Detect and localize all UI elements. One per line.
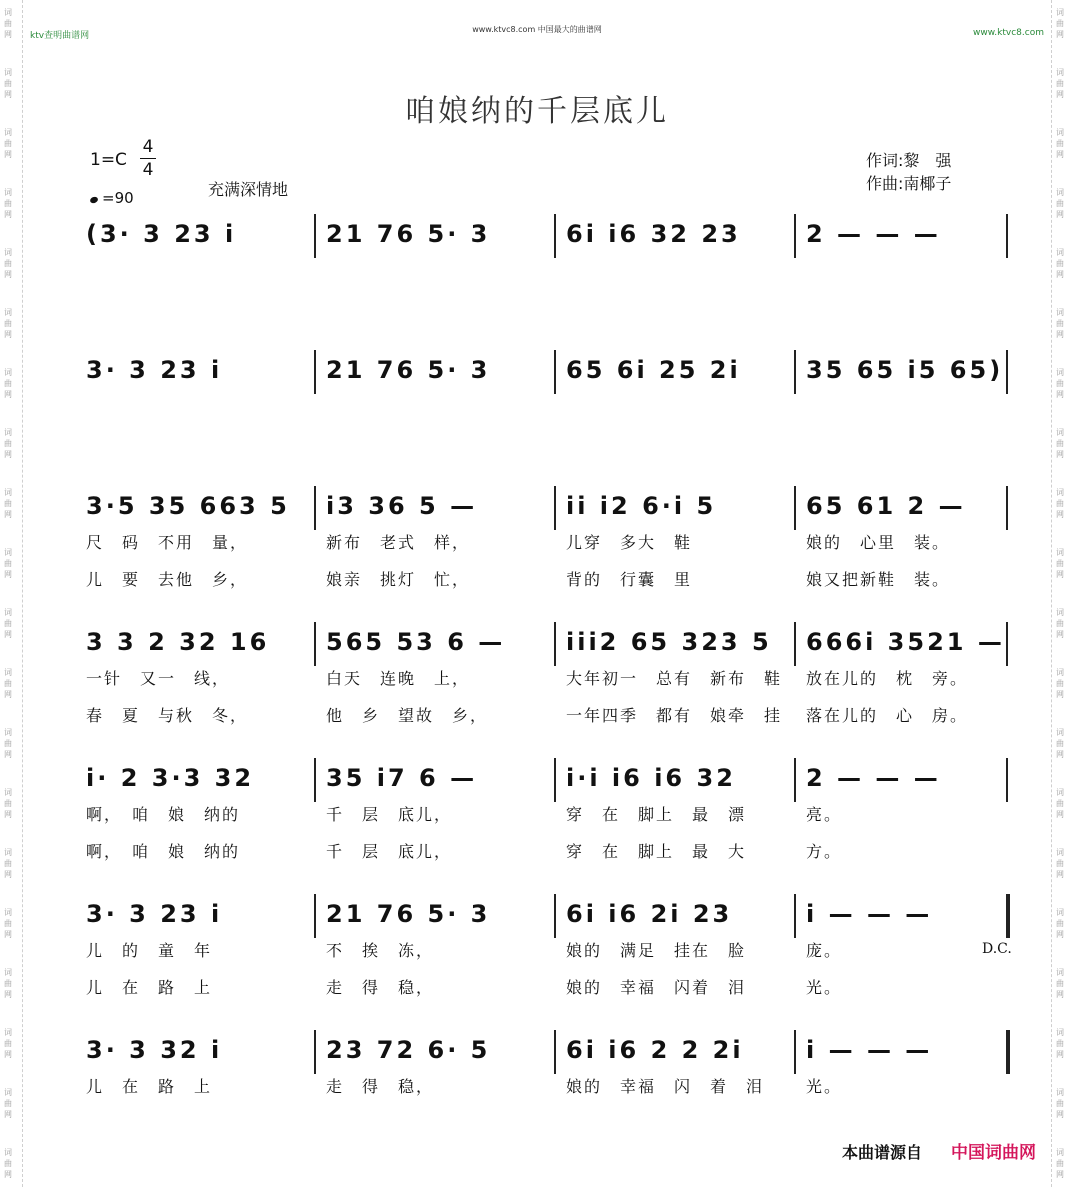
margin-watermark-char: 网 (1056, 510, 1064, 519)
margin-watermark-char: 曲 (4, 199, 12, 208)
barline (314, 1030, 316, 1074)
margin-watermark-char: 网 (1056, 690, 1064, 699)
barline (554, 758, 556, 802)
measure-notes: i — — — (806, 1036, 933, 1064)
margin-watermark-char: 曲 (4, 919, 12, 928)
margin-watermark-char: 曲 (4, 1159, 12, 1168)
margin-watermark-char: 词 (1056, 1148, 1064, 1157)
margin-watermark-char: 网 (4, 150, 12, 159)
composer-credit: 作曲:南椰子 (866, 174, 952, 193)
margin-watermark-char: 词 (1056, 488, 1064, 497)
margin-watermark-char: 网 (1056, 990, 1064, 999)
margin-watermark-char: 网 (1056, 1170, 1064, 1179)
margin-watermark-char: 词 (4, 128, 12, 137)
margin-watermark-char: 网 (4, 570, 12, 579)
margin-watermark-char: 词 (1056, 728, 1064, 737)
margin-watermark-char: 词 (4, 548, 12, 557)
margin-watermark-char: 词 (4, 8, 12, 17)
barline (1006, 894, 1010, 938)
barline (554, 1030, 556, 1074)
header-left-link[interactable]: ktv查明曲谱网 (30, 31, 90, 41)
margin-watermark-char: 网 (4, 90, 12, 99)
measure-notes: 3·5 35 663 5 (86, 492, 290, 520)
barline (314, 214, 316, 258)
margin-watermark-char: 曲 (4, 439, 12, 448)
measure-notes: iii2 65 323 5 (566, 628, 772, 656)
margin-watermark-char: 词 (1056, 788, 1064, 797)
measure-notes: 21 76 5· 3 (326, 220, 491, 248)
margin-watermark-char: 词 (1056, 548, 1064, 557)
measure-notes: (3· 3 23 i (86, 220, 237, 248)
margin-watermark-char: 曲 (1056, 379, 1064, 388)
margin-watermark-char: 网 (4, 510, 12, 519)
measure-notes: 23 72 6· 5 (326, 1036, 491, 1064)
lyric-line: 娘的 幸福 闪着 泪 (566, 978, 747, 997)
lyric-line: 白天 连晚 上， (326, 669, 471, 688)
header-center-text: www.ktvc8.com 中国最大的曲谱网 (472, 25, 602, 34)
expression-marking: 充满深情地 (208, 180, 289, 199)
measure-notes: 65 6i 25 2i (566, 356, 741, 384)
barline (314, 894, 316, 938)
measure-notes: 6i i6 2 2 2i (566, 1036, 744, 1064)
margin-watermark-char: 曲 (1056, 499, 1064, 508)
margin-watermark-char: 网 (1056, 870, 1064, 879)
lyric-line: 儿穿 多大 鞋 (566, 533, 693, 552)
margin-watermark-char: 曲 (4, 979, 12, 988)
margin-watermark-char: 曲 (4, 859, 12, 868)
measure-notes: 21 76 5· 3 (326, 356, 491, 384)
margin-watermark-char: 网 (1056, 30, 1064, 39)
barline (314, 758, 316, 802)
measure-notes: 3· 3 32 i (86, 1036, 223, 1064)
measure-notes: i — — — (806, 900, 933, 928)
lyric-line: 穿 在 脚上 最 大 (566, 842, 747, 861)
time-signature (138, 136, 158, 181)
margin-watermark-char: 网 (4, 30, 12, 39)
margin-watermark-char: 曲 (1056, 979, 1064, 988)
lyric-line: 春 夏 与秋 冬， (86, 706, 249, 725)
measure-notes: 65 61 2 — (806, 492, 966, 520)
measure-notes: i·i i6 i6 32 (566, 764, 736, 792)
header-right-link[interactable]: www.ktvc8.com (973, 28, 1044, 38)
margin-watermark-char: 网 (1056, 570, 1064, 579)
margin-watermark-char: 网 (1056, 270, 1064, 279)
margin-watermark-char: 词 (4, 368, 12, 377)
margin-watermark-char: 曲 (1056, 319, 1064, 328)
margin-watermark-char: 词 (4, 608, 12, 617)
margin-watermark-char: 曲 (1056, 439, 1064, 448)
margin-watermark-char: 词 (4, 788, 12, 797)
lyric-line: 光。 (806, 978, 843, 997)
margin-watermark-char: 曲 (1056, 1039, 1064, 1048)
barline (794, 350, 796, 394)
measure-notes: 21 76 5· 3 (326, 900, 491, 928)
margin-watermark-char: 曲 (1056, 679, 1064, 688)
lyricist-credit: 作词:黎 强 (866, 151, 952, 170)
margin-watermark-char: 曲 (4, 79, 12, 88)
measure-notes: i· 2 3·3 32 (86, 764, 255, 792)
margin-watermark-char: 曲 (1056, 739, 1064, 748)
margin-watermark-char: 词 (1056, 68, 1064, 77)
margin-watermark-char: 词 (4, 188, 12, 197)
margin-watermark-char: 词 (4, 1148, 12, 1157)
lyric-line: 方。 (806, 842, 843, 861)
barline (794, 758, 796, 802)
margin-watermark-char: 网 (4, 930, 12, 939)
barline (554, 214, 556, 258)
margin-watermark-char: 网 (1056, 90, 1064, 99)
barline (314, 486, 316, 530)
lyric-line: 儿 在 路 上 (86, 978, 213, 997)
margin-watermark-char: 词 (4, 428, 12, 437)
margin-watermark-char: 曲 (1056, 199, 1064, 208)
margin-watermark-char: 网 (4, 990, 12, 999)
dc-mark: D.C. (982, 941, 1012, 957)
barline (1006, 350, 1008, 394)
lyric-line: 他 乡 望故 乡， (326, 706, 489, 725)
margin-watermark-char: 网 (4, 1170, 12, 1179)
barline (1006, 1030, 1010, 1074)
margin-watermark-char: 网 (4, 1110, 12, 1119)
measure-notes: 35 65 i5 65) (806, 356, 1004, 384)
measure-notes: i3 36 5 — (326, 492, 478, 520)
margin-watermark-char: 网 (4, 630, 12, 639)
barline (794, 622, 796, 666)
margin-watermark-char: 词 (4, 908, 12, 917)
measure-notes: 2 — — — (806, 220, 941, 248)
margin-watermark-char: 词 (1056, 908, 1064, 917)
measure-notes: 35 i7 6 — (326, 764, 478, 792)
lyric-line: 儿 在 路 上 (86, 1077, 213, 1096)
lyric-line: 儿 的 童 年 (86, 941, 213, 960)
margin-watermark-char: 曲 (4, 259, 12, 268)
quarter-note-icon (89, 196, 99, 204)
margin-watermark-char: 曲 (1056, 919, 1064, 928)
margin-watermark-char: 曲 (1056, 79, 1064, 88)
margin-watermark-char: 曲 (4, 139, 12, 148)
lyric-line: 啊， 咱 娘 纳的 (86, 805, 241, 824)
margin-watermark-char: 词 (1056, 968, 1064, 977)
margin-watermark-char: 词 (4, 848, 12, 857)
margin-watermark-char: 词 (4, 1088, 12, 1097)
margin-watermark-char: 词 (1056, 188, 1064, 197)
margin-watermark-char: 曲 (1056, 859, 1064, 868)
margin-watermark-char: 曲 (4, 19, 12, 28)
margin-watermark-char: 曲 (1056, 619, 1064, 628)
lyric-line: 走 得 稳， (326, 1077, 435, 1096)
margin-watermark-char: 词 (4, 68, 12, 77)
margin-watermark-char: 网 (1056, 750, 1064, 759)
measure-notes: 666i 3521 — (806, 628, 1005, 656)
lyric-line: 一针 又一 线， (86, 669, 231, 688)
margin-watermark-char: 词 (4, 728, 12, 737)
barline (554, 622, 556, 666)
margin-watermark-char: 网 (4, 1050, 12, 1059)
lyric-line: 千 层 底儿， (326, 842, 453, 861)
margin-watermark-char: 词 (1056, 608, 1064, 617)
lyric-line: 落在儿的 心 房。 (806, 706, 969, 725)
margin-watermark-char: 网 (4, 870, 12, 879)
margin-watermark-char: 曲 (4, 379, 12, 388)
left-margin-watermark (0, 0, 23, 1187)
measure-notes: 6i i6 2i 23 (566, 900, 733, 928)
margin-watermark-char: 词 (4, 968, 12, 977)
barline (1006, 758, 1008, 802)
lyric-line: 儿 要 去他 乡， (86, 570, 249, 589)
lyric-line: 一年四季 都有 娘牵 挂 (566, 706, 783, 725)
margin-watermark-char: 网 (1056, 210, 1064, 219)
lyric-line: 不 挨 冻， (326, 941, 435, 960)
margin-watermark-char: 网 (4, 270, 12, 279)
lyric-line: 大年初一 总有 新布 鞋 (566, 669, 783, 688)
margin-watermark-char: 网 (4, 450, 12, 459)
margin-watermark-char: 网 (1056, 330, 1064, 339)
lyric-line: 娘的 幸福 闪 着 泪 (566, 1077, 765, 1096)
margin-watermark-char: 词 (1056, 8, 1064, 17)
margin-watermark-char: 词 (1056, 368, 1064, 377)
margin-watermark-char: 网 (1056, 150, 1064, 159)
margin-watermark-char: 曲 (4, 1099, 12, 1108)
margin-watermark-char: 词 (4, 488, 12, 497)
lyric-line: 娘的 心里 装。 (806, 533, 951, 552)
margin-watermark-char: 网 (1056, 930, 1064, 939)
lyric-line: 光。 (806, 1077, 843, 1096)
measure-notes: ii i2 6·i 5 (566, 492, 717, 520)
margin-watermark-char: 词 (1056, 1028, 1064, 1037)
margin-watermark-char: 词 (4, 308, 12, 317)
barline (794, 1030, 796, 1074)
margin-watermark-char: 曲 (4, 1039, 12, 1048)
margin-watermark-char: 词 (1056, 1088, 1064, 1097)
margin-watermark-char: 网 (4, 750, 12, 759)
measure-notes: 3 3 2 32 16 (86, 628, 270, 656)
measure-notes: 3· 3 23 i (86, 356, 223, 384)
lyric-line: 庞。 (806, 941, 843, 960)
lyric-line: 千 层 底儿， (326, 805, 453, 824)
lyric-line: 新布 老式 样， (326, 533, 471, 552)
barline (314, 350, 316, 394)
measure-notes: 565 53 6 — (326, 628, 506, 656)
margin-watermark-char: 曲 (1056, 1159, 1064, 1168)
margin-watermark-char: 曲 (4, 319, 12, 328)
lyric-line: 穿 在 脚上 最 漂 (566, 805, 747, 824)
margin-watermark-char: 网 (1056, 630, 1064, 639)
lyric-line: 尺 码 不用 量， (86, 533, 249, 552)
barline (794, 486, 796, 530)
margin-watermark-char: 网 (4, 330, 12, 339)
barline (1006, 622, 1008, 666)
measure-notes: 2 — — — (806, 764, 941, 792)
measure-notes: 6i i6 32 23 (566, 220, 741, 248)
lyric-line: 放在儿的 枕 旁。 (806, 669, 969, 688)
margin-watermark-char: 词 (1056, 848, 1064, 857)
barline (554, 894, 556, 938)
margin-watermark-char: 网 (4, 210, 12, 219)
margin-watermark-char: 词 (1056, 668, 1064, 677)
barline (314, 622, 316, 666)
barline (554, 486, 556, 530)
margin-watermark-char: 曲 (1056, 1099, 1064, 1108)
margin-watermark-char: 曲 (1056, 139, 1064, 148)
lyric-line: 走 得 稳， (326, 978, 435, 997)
barline (554, 350, 556, 394)
tempo-value: =90 (102, 189, 134, 207)
margin-watermark-char: 网 (4, 810, 12, 819)
margin-watermark-char: 曲 (4, 559, 12, 568)
footer-source-site[interactable]: 中国词曲网 (951, 1143, 1036, 1163)
margin-watermark-char: 词 (1056, 428, 1064, 437)
measure-notes: 3· 3 23 i (86, 900, 223, 928)
lyric-line: 亮。 (806, 805, 843, 824)
footer-source-label: 本曲谱源自 (842, 1143, 923, 1162)
time-signature-top: 4 (142, 137, 154, 157)
lyric-line: 啊， 咱 娘 纳的 (86, 842, 241, 861)
margin-watermark-char: 曲 (4, 499, 12, 508)
margin-watermark-char: 曲 (1056, 559, 1064, 568)
margin-watermark-char: 网 (1056, 450, 1064, 459)
margin-watermark-char: 网 (1056, 390, 1064, 399)
margin-watermark-char: 曲 (4, 619, 12, 628)
song-title: 咱娘纳的千层底儿 (405, 94, 669, 129)
margin-watermark-char: 曲 (1056, 19, 1064, 28)
margin-watermark-char: 网 (1056, 1110, 1064, 1119)
margin-watermark-char: 网 (4, 390, 12, 399)
margin-watermark-char: 网 (4, 690, 12, 699)
margin-watermark-char: 词 (4, 668, 12, 677)
margin-watermark-char: 词 (1056, 128, 1064, 137)
right-margin-watermark (1051, 0, 1074, 1187)
margin-watermark-char: 曲 (1056, 259, 1064, 268)
margin-watermark-char: 词 (1056, 308, 1064, 317)
margin-watermark-char: 曲 (4, 739, 12, 748)
margin-watermark-char: 曲 (4, 679, 12, 688)
margin-watermark-char: 曲 (1056, 799, 1064, 808)
margin-watermark-char: 词 (4, 248, 12, 257)
margin-watermark-char: 词 (1056, 248, 1064, 257)
tempo-marking (90, 189, 134, 207)
barline (1006, 486, 1008, 530)
margin-watermark-char: 曲 (4, 799, 12, 808)
lyric-line: 娘又把新鞋 装。 (806, 570, 951, 589)
lyric-line: 背的 行囊 里 (566, 570, 693, 589)
margin-watermark-char: 网 (1056, 810, 1064, 819)
barline (794, 214, 796, 258)
barline (1006, 214, 1008, 258)
margin-watermark-char: 网 (1056, 1050, 1064, 1059)
lyric-line: 娘亲 挑灯 忙， (326, 570, 471, 589)
time-signature-bottom: 4 (142, 160, 154, 180)
margin-watermark-char: 词 (4, 1028, 12, 1037)
barline (794, 894, 796, 938)
key-signature: 1=C (90, 150, 127, 170)
lyric-line: 娘的 满足 挂在 脸 (566, 941, 747, 960)
